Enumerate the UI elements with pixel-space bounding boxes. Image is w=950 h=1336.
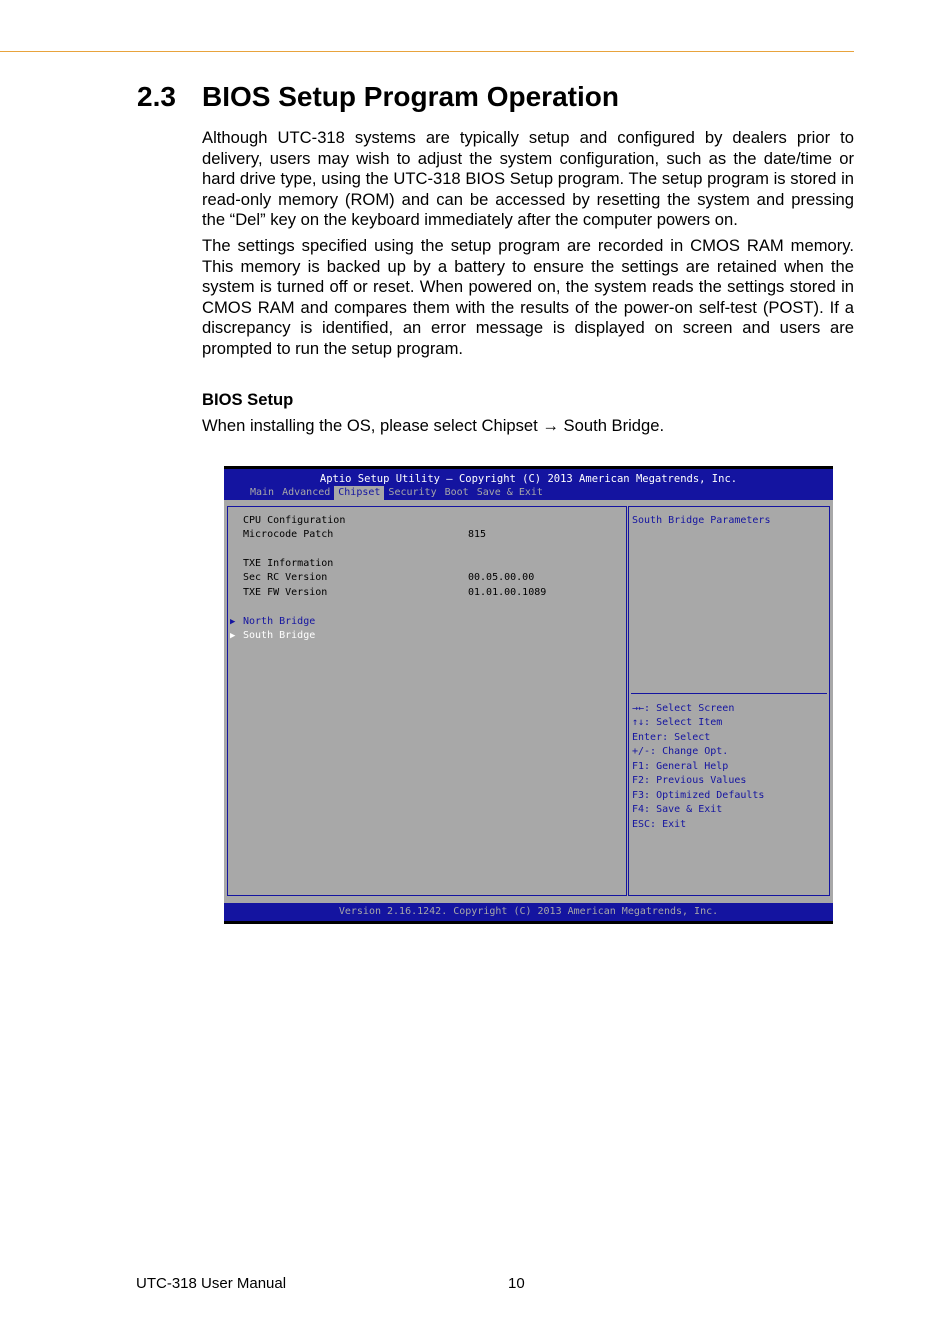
manual-name: UTC-318 User Manual [136,1275,287,1292]
key-help-select-screen: →←: Select Screen [632,703,735,714]
key-help-f2: F2: Previous Values [632,775,747,786]
key-help-change-opt: +/-: Change Opt. [632,746,729,757]
bios-menu-main[interactable]: Main [250,487,275,498]
section-number: 2.3 [137,81,176,112]
key-help-esc: ESC: Exit [632,819,687,830]
sec-rc-version-label: Sec RC Version [243,572,328,583]
install-instruction: When installing the OS, please select Chipset → South Bridge. [202,416,665,435]
key-help-select-item: ↑↓: Select Item [632,717,723,728]
microcode-patch-value: 815 [468,529,487,540]
intro-paragraph: Although UTC-318 systems are typically setup and configured by dealers prior to delivery, users may wish to adjust the system configuration, such as the date/time or hard drive type, using the UTC-318 BIOS Setup program. The setup program is stored in read-only memory (ROM) and can be accessed by resetting the system and pressing the “Del” key on the keyboard immediately after the computer powers on. [202,128,854,230]
bios-menu-chipset[interactable]: Chipset [334,486,384,500]
bios-setup-subheading: BIOS Setup [202,390,294,409]
txe-fw-version-label: TXE FW Version [243,587,328,598]
sec-rc-version-value: 00.05.00.00 [468,572,535,583]
north-bridge-item[interactable]: North Bridge [243,616,316,627]
header-rule [0,51,854,52]
bios-settings-panel [227,506,627,896]
cpu-configuration-label: CPU Configuration [243,515,346,526]
bios-menu-security[interactable]: Security [388,487,437,498]
bios-title-bar [224,466,833,500]
bios-title: Aptio Setup Utility – Copyright (C) 2013 American Megatrends, Inc. [319,473,738,485]
bios-version: Version 2.16.1242. Copyright (C) 2013 American Megatrends, Inc. [338,906,719,917]
microcode-patch-label: Microcode Patch [243,529,334,540]
txe-information-label: TXE Information [243,558,334,569]
section-heading [137,81,619,113]
help-divider [631,693,827,694]
key-help-f3: F3: Optimized Defaults [632,790,765,801]
bios-menu-bar [246,486,547,500]
section-title: BIOS Setup Program Operation [202,81,619,112]
bios-footer-bar [224,903,833,924]
bios-menu-save-exit[interactable]: Save & Exit [476,487,543,498]
cmos-paragraph: The settings specified using the setup program are recorded in CMOS RAM memory. This memory is backed up by a battery to ensure the settings are retained when the system is turned off or reset. When powered on, the system reads the settings stored in CMOS RAM and compares them with the results of the power-on self-test (POST). If a discrepancy is identified, an error message is displayed on screen and users are prompted to run the setup program. [202,236,854,358]
south-bridge-arrow-icon: ▶ [230,631,236,641]
page-number: 10 [508,1275,525,1292]
south-bridge-item[interactable]: South Bridge [243,630,316,641]
bios-help-panel [628,506,830,896]
bios-menu-boot[interactable]: Boot [444,487,469,498]
key-help-f1: F1: General Help [632,761,729,772]
key-help-enter: Enter: Select [632,732,711,743]
north-bridge-arrow-icon: ▶ [230,617,236,627]
bios-screenshot [224,466,833,924]
bios-menu-advanced[interactable]: Advanced [282,487,331,498]
help-title: South Bridge Parameters [632,515,771,526]
key-help-f4: F4: Save & Exit [632,804,723,815]
txe-fw-version-value: 01.01.00.1089 [468,587,547,598]
